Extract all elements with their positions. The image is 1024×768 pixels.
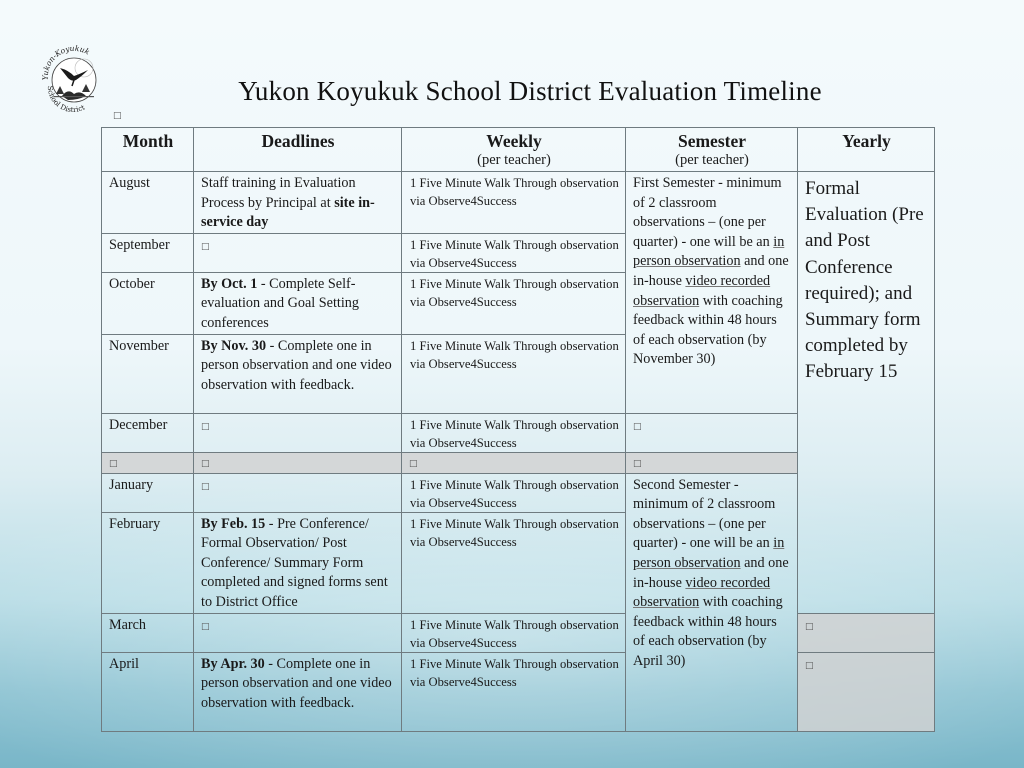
- deadline-cell: □: [194, 613, 402, 652]
- deadline-cell: □: [194, 233, 402, 272]
- deadline-cell: By Feb. 15 - Pre Conference/ Formal Observation/ Post Conference/ Summary Form completed and signed forms sent to District Office: [194, 512, 402, 613]
- yearly-cell-shaded: □: [798, 613, 935, 652]
- header-deadlines: Deadlines: [194, 128, 402, 172]
- shaded-cell: □: [402, 452, 626, 473]
- header-yearly: Yearly: [798, 128, 935, 172]
- header-weekly: Weekly (per teacher): [402, 128, 626, 172]
- deadline-cell: By Oct. 1 - Complete Self-evaluation and Goal Setting conferences: [194, 272, 402, 334]
- month-cell: November: [102, 334, 194, 413]
- shaded-cell: □: [102, 452, 194, 473]
- month-cell: January: [102, 473, 194, 512]
- table-row: [102, 652, 935, 731]
- deadline-cell: By Nov. 30 - Complete one in person observation and one video observation with feedback.: [194, 334, 402, 413]
- yearly-cell: Formal Evaluation (Pre and Post Conference required); and Summary form completed by February 15: [798, 172, 935, 614]
- evaluation-timeline-table: [101, 127, 935, 732]
- weekly-cell: 1 Five Minute Walk Through observation via Observe4Success: [402, 233, 626, 272]
- shaded-cell: □: [626, 452, 798, 473]
- weekly-cell: 1 Five Minute Walk Through observation via Observe4Success: [402, 334, 626, 413]
- weekly-cell: 1 Five Minute Walk Through observation via Observe4Success: [402, 413, 626, 452]
- svg-text:Yukon-Koyukuk: Yukon-Koyukuk: [40, 43, 92, 81]
- month-cell: October: [102, 272, 194, 334]
- deadline-cell: Staff training in Evaluation Process by Principal at site in-service day: [194, 172, 402, 234]
- shaded-cell: □: [194, 452, 402, 473]
- header-semester: Semester (per teacher): [626, 128, 798, 172]
- weekly-cell: 1 Five Minute Walk Through observation via Observe4Success: [402, 473, 626, 512]
- yearly-cell-shaded: □: [798, 652, 935, 731]
- deadline-cell: □: [194, 413, 402, 452]
- weekly-cell: 1 Five Minute Walk Through observation via Observe4Success: [402, 613, 626, 652]
- month-cell: August: [102, 172, 194, 234]
- weekly-cell: 1 Five Minute Walk Through observation via Observe4Success: [402, 272, 626, 334]
- month-cell: April: [102, 652, 194, 731]
- month-cell: September: [102, 233, 194, 272]
- second-semester-cell: Second Semester - minimum of 2 classroom observations – (one per quarter) - one will be an in person observation and one in-house video recorded observation with coaching feedback within 48 hours of each observation (by April 30): [626, 473, 798, 731]
- table-header-row: [102, 128, 935, 172]
- page-title: Yukon Koyukuk School District Evaluation Timeline: [238, 76, 822, 106]
- weekly-cell: 1 Five Minute Walk Through observation via Observe4Success: [402, 172, 626, 234]
- deadline-cell: □: [194, 473, 402, 512]
- semester-cell-empty: □: [626, 413, 798, 452]
- svg-text:School District: School District: [45, 85, 87, 112]
- paragraph-placeholder-mark: □: [113, 111, 122, 121]
- header-month: Month: [102, 128, 194, 172]
- weekly-cell: 1 Five Minute Walk Through observation via Observe4Success: [402, 652, 626, 731]
- table-row: [102, 172, 935, 234]
- table-row: [102, 613, 935, 652]
- month-cell: March: [102, 613, 194, 652]
- month-cell: December: [102, 413, 194, 452]
- month-cell: February: [102, 512, 194, 613]
- weekly-cell: 1 Five Minute Walk Through observation via Observe4Success: [402, 512, 626, 613]
- first-semester-cell: First Semester - minimum of 2 classroom observations – (one per quarter) - one will be an in person observation and one in-house video recorded observation with coaching feedback within 48 hours of each observation (by November 30): [626, 172, 798, 414]
- deadline-cell: By Apr. 30 - Complete one in person observation and one video observation with feedback.: [194, 652, 402, 731]
